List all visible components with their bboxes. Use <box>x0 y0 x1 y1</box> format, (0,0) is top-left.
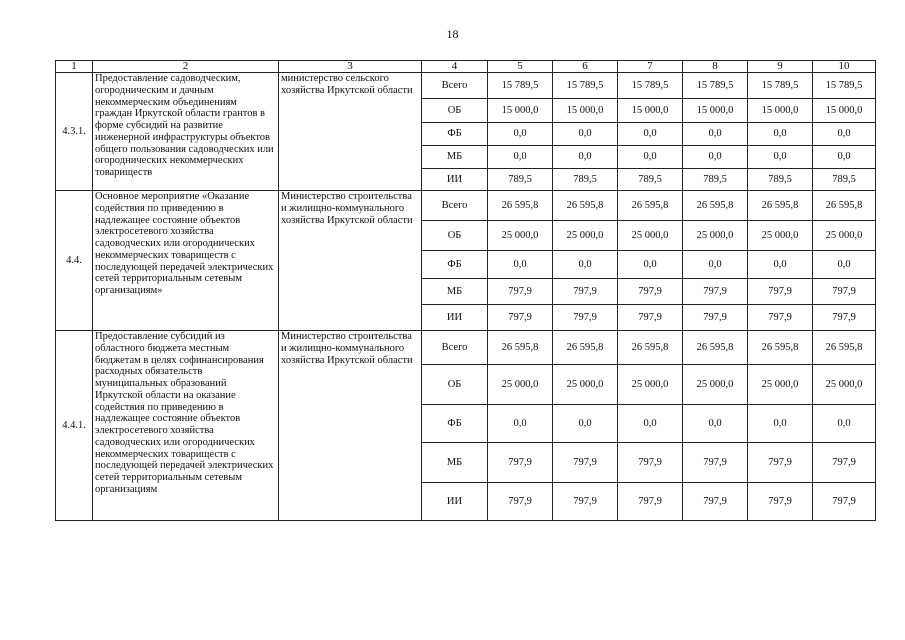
funding-table <box>55 60 876 521</box>
funding-value: 0,0 <box>488 123 553 146</box>
funding-value: 15 789,5 <box>683 73 748 99</box>
funding-value: 15 789,5 <box>553 73 618 99</box>
funding-value: 797,9 <box>553 443 618 483</box>
column-header-row <box>56 61 876 73</box>
page-number: 18 <box>446 27 459 41</box>
funding-value: 797,9 <box>683 279 748 305</box>
funding-value: 26 595,8 <box>683 191 748 221</box>
funding-value: 26 595,8 <box>553 331 618 365</box>
column-header: 3 <box>279 61 422 73</box>
funding-value: 797,9 <box>813 443 876 483</box>
funding-source: МБ <box>422 443 488 483</box>
funding-value: 0,0 <box>553 123 618 146</box>
funding-value: 797,9 <box>748 483 813 521</box>
funding-source: Всего <box>422 331 488 365</box>
funding-value: 15 000,0 <box>553 99 618 123</box>
funding-source: ФБ <box>422 123 488 146</box>
funding-value: 789,5 <box>488 169 553 191</box>
funding-source: Всего <box>422 191 488 221</box>
column-header: 2 <box>93 61 279 73</box>
funding-value: 797,9 <box>813 279 876 305</box>
funding-value: 26 595,8 <box>618 191 683 221</box>
funding-value: 15 789,5 <box>813 73 876 99</box>
funding-value: 797,9 <box>488 483 553 521</box>
funding-value: 25 000,0 <box>553 365 618 405</box>
funding-source: Всего <box>422 73 488 99</box>
funding-value: 797,9 <box>488 305 553 331</box>
funding-value: 0,0 <box>683 251 748 279</box>
funding-value: 25 000,0 <box>553 221 618 251</box>
item-code: 4.4.1. <box>56 331 93 521</box>
funding-source: ОБ <box>422 221 488 251</box>
funding-value: 797,9 <box>553 305 618 331</box>
funding-value: 0,0 <box>618 251 683 279</box>
column-header: 9 <box>748 61 813 73</box>
funding-value: 26 595,8 <box>813 331 876 365</box>
funding-value: 0,0 <box>683 405 748 443</box>
funding-row <box>56 73 876 99</box>
funding-value: 0,0 <box>813 123 876 146</box>
item-executor: Министерство строительства и жилищно-коммунального хозяйства Иркутской области <box>279 331 422 521</box>
funding-value: 0,0 <box>488 405 553 443</box>
funding-value: 0,0 <box>618 405 683 443</box>
funding-value: 0,0 <box>553 405 618 443</box>
funding-value: 25 000,0 <box>488 221 553 251</box>
item-description: Предоставление садоводческим, огородническим и дачным некоммерческим объединениям граждан Иркутской области грантов в форме субсидий на развитие инженерной инфраструктуры объектов общего пользования садоводческих или огороднических некоммерческих товариществ <box>93 73 279 191</box>
funding-value: 797,9 <box>618 279 683 305</box>
funding-value: 15 789,5 <box>488 73 553 99</box>
funding-value: 25 000,0 <box>748 365 813 405</box>
funding-value: 26 595,8 <box>683 331 748 365</box>
item-code: 4.4. <box>56 191 93 331</box>
funding-value: 25 000,0 <box>683 221 748 251</box>
funding-value: 0,0 <box>618 123 683 146</box>
funding-row <box>56 191 876 221</box>
funding-row <box>56 331 876 365</box>
funding-value: 797,9 <box>683 443 748 483</box>
funding-value: 0,0 <box>748 123 813 146</box>
funding-value: 15 000,0 <box>748 99 813 123</box>
funding-value: 789,5 <box>683 169 748 191</box>
funding-value: 797,9 <box>553 483 618 521</box>
funding-value: 0,0 <box>618 146 683 169</box>
funding-value: 0,0 <box>683 146 748 169</box>
funding-value: 25 000,0 <box>748 221 813 251</box>
funding-value: 797,9 <box>813 305 876 331</box>
item-description: Предоставление субсидий из областного бюджета местным бюджетам в целях софинансирования расходных обязательств муниципальных образований Иркутской области на оказание содействия по приведению в надлежащее состояние объектов электросетевого хозяйства садоводческих или огороднических некоммерческих товариществ с последующей передачей электрических сетей территориальным сетевым организациям <box>93 331 279 521</box>
funding-value: 25 000,0 <box>618 221 683 251</box>
funding-value: 789,5 <box>553 169 618 191</box>
funding-value: 797,9 <box>618 443 683 483</box>
funding-value: 0,0 <box>488 146 553 169</box>
funding-value: 15 000,0 <box>618 99 683 123</box>
funding-source: ФБ <box>422 251 488 279</box>
funding-value: 0,0 <box>748 405 813 443</box>
funding-value: 0,0 <box>553 146 618 169</box>
funding-value: 797,9 <box>618 305 683 331</box>
funding-value: 797,9 <box>488 279 553 305</box>
funding-value: 0,0 <box>813 146 876 169</box>
funding-value: 0,0 <box>813 251 876 279</box>
funding-value: 0,0 <box>748 251 813 279</box>
funding-value: 797,9 <box>748 305 813 331</box>
item-description: Основное мероприятие «Оказание содействия по приведению в надлежащее состояние объектов электросетевого хозяйства садоводческих или огороднических некоммерческих товариществ с последующей передачей электрических сетей территориальным сетевым организациям» <box>93 191 279 331</box>
funding-source: МБ <box>422 146 488 169</box>
funding-value: 789,5 <box>618 169 683 191</box>
funding-value: 0,0 <box>683 123 748 146</box>
funding-value: 25 000,0 <box>618 365 683 405</box>
funding-value: 25 000,0 <box>813 221 876 251</box>
funding-value: 797,9 <box>683 305 748 331</box>
item-code: 4.3.1. <box>56 73 93 191</box>
funding-source: ОБ <box>422 99 488 123</box>
funding-value: 26 595,8 <box>488 191 553 221</box>
table-body <box>56 61 876 521</box>
funding-value: 26 595,8 <box>748 191 813 221</box>
funding-value: 797,9 <box>553 279 618 305</box>
funding-value: 26 595,8 <box>813 191 876 221</box>
funding-value: 26 595,8 <box>618 331 683 365</box>
funding-value: 797,9 <box>813 483 876 521</box>
funding-value: 25 000,0 <box>488 365 553 405</box>
column-header: 5 <box>488 61 553 73</box>
funding-value: 0,0 <box>813 405 876 443</box>
column-header: 8 <box>683 61 748 73</box>
funding-value: 789,5 <box>813 169 876 191</box>
funding-value: 0,0 <box>488 251 553 279</box>
column-header: 1 <box>56 61 93 73</box>
column-header: 10 <box>813 61 876 73</box>
item-executor: Министерство строительства и жилищно-коммунального хозяйства Иркутской области <box>279 191 422 331</box>
funding-source: ИИ <box>422 305 488 331</box>
funding-value: 0,0 <box>748 146 813 169</box>
column-header: 6 <box>553 61 618 73</box>
funding-source: МБ <box>422 279 488 305</box>
funding-value: 25 000,0 <box>683 365 748 405</box>
funding-value: 15 000,0 <box>488 99 553 123</box>
funding-value: 797,9 <box>683 483 748 521</box>
column-header: 4 <box>422 61 488 73</box>
funding-value: 797,9 <box>488 443 553 483</box>
funding-value: 797,9 <box>748 443 813 483</box>
funding-value: 26 595,8 <box>748 331 813 365</box>
funding-value: 15 789,5 <box>618 73 683 99</box>
funding-source: ИИ <box>422 169 488 191</box>
funding-source: ОБ <box>422 365 488 405</box>
funding-value: 15 000,0 <box>813 99 876 123</box>
funding-value: 797,9 <box>748 279 813 305</box>
column-header: 7 <box>618 61 683 73</box>
funding-value: 797,9 <box>618 483 683 521</box>
funding-value: 789,5 <box>748 169 813 191</box>
funding-value: 25 000,0 <box>813 365 876 405</box>
funding-value: 0,0 <box>553 251 618 279</box>
funding-value: 15 789,5 <box>748 73 813 99</box>
item-executor: министерство сельского хозяйства Иркутской области <box>279 73 422 191</box>
funding-value: 26 595,8 <box>488 331 553 365</box>
funding-value: 15 000,0 <box>683 99 748 123</box>
funding-source: ИИ <box>422 483 488 521</box>
funding-value: 26 595,8 <box>553 191 618 221</box>
funding-source: ФБ <box>422 405 488 443</box>
